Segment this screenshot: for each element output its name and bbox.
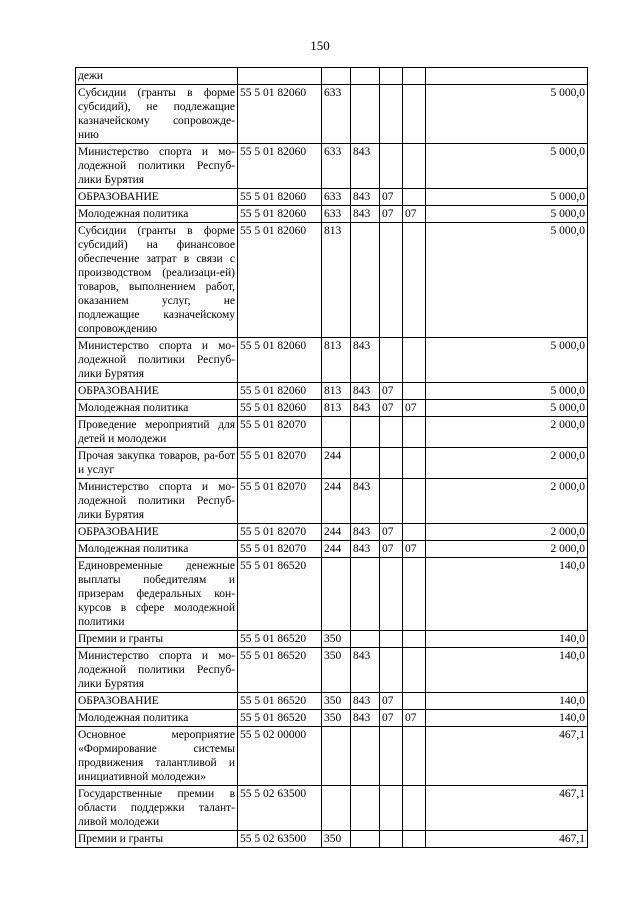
row-pr-cell <box>403 786 426 831</box>
row-amount-cell: 467,1 <box>426 727 588 786</box>
row-vr-cell: 813 <box>322 400 351 417</box>
row-vr-cell: 813 <box>322 383 351 400</box>
table-row <box>76 541 588 558</box>
row-rz-cell <box>380 558 403 631</box>
row-grbs-cell: 843 <box>351 206 380 223</box>
row-vr-cell: 350 <box>322 648 351 693</box>
row-rz-cell <box>380 223 403 338</box>
row-pr-cell <box>403 631 426 648</box>
row-code-cell: 55 5 01 82070 <box>238 448 322 479</box>
row-vr-cell <box>322 727 351 786</box>
row-grbs-cell <box>351 223 380 338</box>
row-rz-cell: 07 <box>380 206 403 223</box>
row-vr-cell: 244 <box>322 541 351 558</box>
table-row <box>76 417 588 448</box>
row-amount-cell: 467,1 <box>426 786 588 831</box>
row-amount-cell: 467,1 <box>426 831 588 848</box>
row-rz-cell: 07 <box>380 400 403 417</box>
row-code-cell: 55 5 01 82070 <box>238 479 322 524</box>
table-row <box>76 85 588 144</box>
row-vr-cell: 633 <box>322 85 351 144</box>
row-rz-cell: 07 <box>380 541 403 558</box>
row-name-cell: ОБРАЗОВАНИЕ <box>76 693 238 710</box>
row-name-cell: Министерство спорта и мо-лодежной политики Респуб-лики Бурятия <box>76 144 238 189</box>
row-pr-cell <box>403 189 426 206</box>
row-code-cell: 55 5 02 63500 <box>238 786 322 831</box>
row-pr-cell <box>403 68 426 85</box>
table-row <box>76 631 588 648</box>
row-grbs-cell <box>351 786 380 831</box>
row-amount-cell: 140,0 <box>426 631 588 648</box>
row-vr-cell <box>322 68 351 85</box>
row-rz-cell <box>380 85 403 144</box>
row-name-cell: Молодежная политика <box>76 541 238 558</box>
row-pr-cell <box>403 223 426 338</box>
row-name-cell: Прочая закупка товаров, ра-бот и услуг <box>76 448 238 479</box>
row-vr-cell <box>322 558 351 631</box>
row-vr-cell: 244 <box>322 448 351 479</box>
budget-table <box>75 67 588 848</box>
row-name-cell: ОБРАЗОВАНИЕ <box>76 383 238 400</box>
row-rz-cell <box>380 417 403 448</box>
row-name-cell: Министерство спорта и мо-лодежной политики Респуб-лики Бурятия <box>76 648 238 693</box>
row-name-cell: Проведение мероприятий для детей и молодежи <box>76 417 238 448</box>
row-name-cell: Основное мероприятие «Формирование системы продвижения талантливой и инициативной молодежи» <box>76 727 238 786</box>
page-number: 150 <box>310 38 330 53</box>
row-code-cell <box>238 68 322 85</box>
table-row <box>76 524 588 541</box>
row-code-cell: 55 5 01 82060 <box>238 383 322 400</box>
table-row <box>76 223 588 338</box>
row-pr-cell <box>403 144 426 189</box>
row-grbs-cell: 843 <box>351 400 380 417</box>
table-row <box>76 648 588 693</box>
row-pr-cell <box>403 417 426 448</box>
row-grbs-cell <box>351 727 380 786</box>
row-amount-cell: 5 000,0 <box>426 206 588 223</box>
row-rz-cell <box>380 144 403 189</box>
row-grbs-cell: 843 <box>351 524 380 541</box>
row-amount-cell: 5 000,0 <box>426 383 588 400</box>
row-code-cell: 55 5 01 86520 <box>238 710 322 727</box>
row-grbs-cell <box>351 85 380 144</box>
row-pr-cell <box>403 693 426 710</box>
row-code-cell: 55 5 01 82060 <box>238 400 322 417</box>
row-pr-cell: 07 <box>403 206 426 223</box>
row-pr-cell <box>403 648 426 693</box>
table-row <box>76 479 588 524</box>
row-pr-cell <box>403 479 426 524</box>
table-row <box>76 831 588 848</box>
row-name-cell: ОБРАЗОВАНИЕ <box>76 189 238 206</box>
row-pr-cell <box>403 727 426 786</box>
row-vr-cell: 350 <box>322 710 351 727</box>
row-amount-cell: 2 000,0 <box>426 479 588 524</box>
row-rz-cell <box>380 479 403 524</box>
row-name-cell: Государственные премии в области поддержки талант-ливой молодежи <box>76 786 238 831</box>
row-rz-cell: 07 <box>380 710 403 727</box>
row-code-cell: 55 5 01 82060 <box>238 206 322 223</box>
table-row <box>76 448 588 479</box>
row-vr-cell <box>322 786 351 831</box>
row-name-cell: Субсидии (гранты в форме субсидий), не подлежащие казначейскому сопровожде-нию <box>76 85 238 144</box>
row-code-cell: 55 5 01 82070 <box>238 541 322 558</box>
row-grbs-cell <box>351 558 380 631</box>
row-rz-cell: 07 <box>380 524 403 541</box>
row-code-cell: 55 5 01 82070 <box>238 524 322 541</box>
row-vr-cell: 633 <box>322 206 351 223</box>
row-grbs-cell: 843 <box>351 383 380 400</box>
row-amount-cell: 140,0 <box>426 558 588 631</box>
row-code-cell: 55 5 01 86520 <box>238 631 322 648</box>
row-amount-cell <box>426 68 588 85</box>
row-code-cell: 55 5 01 86520 <box>238 693 322 710</box>
row-name-cell: Премии и гранты <box>76 631 238 648</box>
table-row <box>76 786 588 831</box>
row-code-cell: 55 5 01 86520 <box>238 558 322 631</box>
row-pr-cell <box>403 85 426 144</box>
row-rz-cell <box>380 448 403 479</box>
row-amount-cell: 5 000,0 <box>426 400 588 417</box>
table-row <box>76 710 588 727</box>
row-name-cell: Премии и гранты <box>76 831 238 848</box>
row-name-cell: Молодежная политика <box>76 400 238 417</box>
row-amount-cell: 2 000,0 <box>426 541 588 558</box>
table-row <box>76 206 588 223</box>
row-amount-cell: 140,0 <box>426 693 588 710</box>
row-rz-cell <box>380 786 403 831</box>
row-amount-cell: 5 000,0 <box>426 85 588 144</box>
table-row <box>76 727 588 786</box>
row-amount-cell: 5 000,0 <box>426 189 588 206</box>
table-row <box>76 693 588 710</box>
row-name-cell: Молодежная политика <box>76 206 238 223</box>
row-name-cell: Министерство спорта и мо-лодежной политики Респуб-лики Бурятия <box>76 479 238 524</box>
row-pr-cell: 07 <box>403 400 426 417</box>
row-vr-cell: 244 <box>322 479 351 524</box>
row-code-cell: 55 5 01 82070 <box>238 417 322 448</box>
row-rz-cell: 07 <box>380 383 403 400</box>
row-code-cell: 55 5 01 82060 <box>238 223 322 338</box>
table-row <box>76 400 588 417</box>
row-pr-cell: 07 <box>403 710 426 727</box>
row-vr-cell: 350 <box>322 831 351 848</box>
row-vr-cell: 813 <box>322 223 351 338</box>
row-rz-cell <box>380 338 403 383</box>
row-pr-cell: 07 <box>403 541 426 558</box>
row-code-cell: 55 5 02 00000 <box>238 727 322 786</box>
table-row <box>76 383 588 400</box>
row-code-cell: 55 5 01 82060 <box>238 189 322 206</box>
row-amount-cell: 5 000,0 <box>426 338 588 383</box>
row-name-cell: ОБРАЗОВАНИЕ <box>76 524 238 541</box>
row-grbs-cell <box>351 631 380 648</box>
row-amount-cell: 2 000,0 <box>426 524 588 541</box>
row-name-cell: Молодежная политика <box>76 710 238 727</box>
table-row <box>76 338 588 383</box>
row-name-cell: Единовременные денежные выплаты победителям и призерам федеральных кон-курсов в сфере молодежной политики <box>76 558 238 631</box>
row-grbs-cell: 843 <box>351 648 380 693</box>
row-pr-cell <box>403 831 426 848</box>
row-vr-cell: 350 <box>322 693 351 710</box>
row-grbs-cell: 843 <box>351 144 380 189</box>
row-vr-cell: 633 <box>322 189 351 206</box>
row-code-cell: 55 5 01 86520 <box>238 648 322 693</box>
row-vr-cell: 633 <box>322 144 351 189</box>
row-name-cell: Министерство спорта и мо-лодежной политики Респуб-лики Бурятия <box>76 338 238 383</box>
row-pr-cell <box>403 558 426 631</box>
row-rz-cell: 07 <box>380 189 403 206</box>
row-code-cell: 55 5 01 82060 <box>238 85 322 144</box>
row-code-cell: 55 5 01 82060 <box>238 338 322 383</box>
table-row <box>76 144 588 189</box>
table-row <box>76 558 588 631</box>
row-grbs-cell <box>351 68 380 85</box>
row-vr-cell: 244 <box>322 524 351 541</box>
row-grbs-cell <box>351 831 380 848</box>
row-grbs-cell <box>351 448 380 479</box>
row-amount-cell: 5 000,0 <box>426 223 588 338</box>
row-grbs-cell: 843 <box>351 693 380 710</box>
row-name-cell: Субсидии (гранты в форме субсидий) на финансовое обеспечение затрат в связи с производством (реализаци-ей) товаров, выполнением работ, оказанием услуг, не подлежащие казначейскому сопровождению <box>76 223 238 338</box>
row-grbs-cell <box>351 417 380 448</box>
row-code-cell: 55 5 01 82060 <box>238 144 322 189</box>
table-row <box>76 68 588 85</box>
row-grbs-cell: 843 <box>351 338 380 383</box>
row-rz-cell <box>380 648 403 693</box>
row-amount-cell: 140,0 <box>426 648 588 693</box>
row-pr-cell <box>403 383 426 400</box>
row-pr-cell <box>403 524 426 541</box>
row-grbs-cell: 843 <box>351 541 380 558</box>
row-amount-cell: 2 000,0 <box>426 417 588 448</box>
row-rz-cell <box>380 631 403 648</box>
row-amount-cell: 140,0 <box>426 710 588 727</box>
row-vr-cell: 350 <box>322 631 351 648</box>
row-rz-cell <box>380 831 403 848</box>
budget-table-body <box>76 68 588 848</box>
row-vr-cell: 813 <box>322 338 351 383</box>
row-rz-cell <box>380 727 403 786</box>
row-amount-cell: 2 000,0 <box>426 448 588 479</box>
row-vr-cell <box>322 417 351 448</box>
row-rz-cell: 07 <box>380 693 403 710</box>
row-name-cell: дежи <box>76 68 238 85</box>
row-grbs-cell: 843 <box>351 189 380 206</box>
row-code-cell: 55 5 02 63500 <box>238 831 322 848</box>
row-grbs-cell: 843 <box>351 710 380 727</box>
table-row <box>76 189 588 206</box>
row-pr-cell <box>403 448 426 479</box>
row-rz-cell <box>380 68 403 85</box>
row-grbs-cell: 843 <box>351 479 380 524</box>
row-amount-cell: 5 000,0 <box>426 144 588 189</box>
row-pr-cell <box>403 338 426 383</box>
